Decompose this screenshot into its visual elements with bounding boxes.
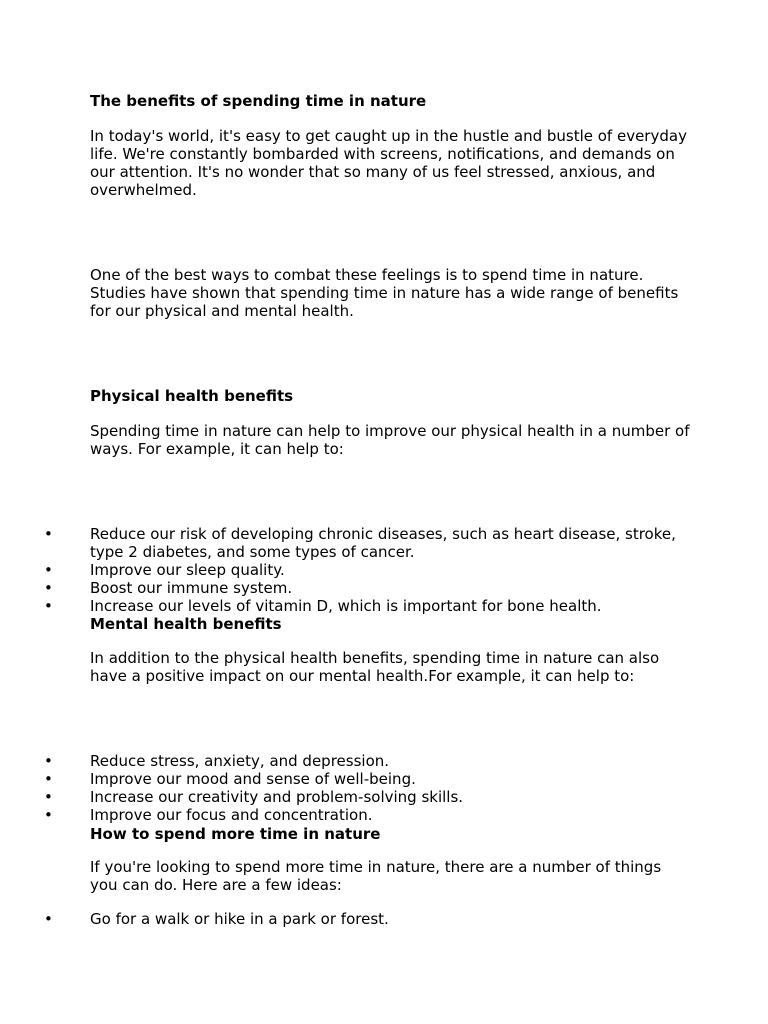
list-item-text: Improve our focus and concentration. (90, 806, 373, 824)
list-item (0, 910, 700, 928)
bullet-icon: • (44, 579, 53, 597)
howto-heading: How to spend more time in nature (90, 825, 381, 843)
list-item (0, 770, 700, 788)
howto-ideas-list (0, 910, 700, 928)
bullet-icon: • (44, 597, 53, 615)
list-item-text: Increase our levels of vitamin D, which is important for bone health. (90, 597, 602, 615)
intro-paragraph-2: One of the best ways to combat these feelings is to spend time in nature. Studies have shown that spending time in nature has a wide range of benefits for our physical and mental health. (90, 266, 679, 320)
mental-heading: Mental health benefits (90, 615, 282, 633)
list-item (0, 525, 700, 561)
bullet-icon: • (44, 770, 53, 788)
list-item (0, 561, 700, 579)
physical-heading: Physical health benefits (90, 387, 294, 405)
howto-paragraph: If you're looking to spend more time in nature, there are a number of things you can do. Here are a few ideas: (90, 858, 662, 894)
list-item-text: Reduce stress, anxiety, and depression. (90, 752, 390, 770)
list-item (0, 579, 700, 597)
mental-paragraph: In addition to the physical health benefits, spending time in nature can also have a positive impact on our mental health.For example, it can help to: (90, 649, 660, 685)
list-item (0, 597, 700, 615)
intro-paragraph-1: In today's world, it's easy to get caught up in the hustle and bustle of everyday life. We're constantly bombarded with screens, notifications, and demands on our attention. It's no wonder that so many of us feel stressed, anxious, and overwhelmed. (90, 127, 687, 199)
list-item (0, 806, 700, 824)
list-item (0, 788, 700, 806)
bullet-icon: • (44, 910, 53, 928)
list-item-text: Improve our sleep quality. (90, 561, 285, 579)
bullet-icon: • (44, 788, 53, 806)
document-title: The benefits of spending time in nature (90, 92, 427, 110)
bullet-icon: • (44, 752, 53, 770)
bullet-icon: • (44, 561, 53, 579)
list-item-text: Increase our creativity and problem-solving skills. (90, 788, 464, 806)
list-item-text: Improve our mood and sense of well-being. (90, 770, 416, 788)
mental-benefits-list (0, 752, 700, 824)
list-item-text: Boost our immune system. (90, 579, 293, 597)
list-item (0, 752, 700, 770)
physical-paragraph: Spending time in nature can help to improve our physical health in a number of ways. For example, it can help to: (90, 422, 690, 458)
physical-benefits-list (0, 525, 700, 615)
bullet-icon: • (44, 806, 53, 824)
bullet-icon: • (44, 525, 53, 543)
list-item-text: Go for a walk or hike in a park or forest. (90, 910, 389, 928)
list-item-text: Reduce our risk of developing chronic diseases, such as heart disease, stroke, type 2 diabetes, and some types of cancer. (90, 525, 676, 561)
